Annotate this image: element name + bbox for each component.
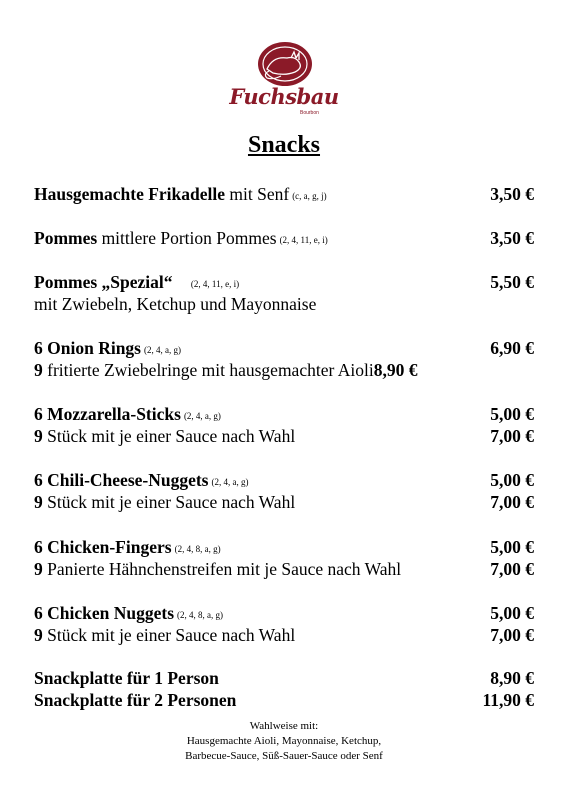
platter-item	[34, 689, 534, 711]
item-name: 6 Mozzarella-Sticks	[34, 404, 181, 424]
item-description: Stück mit je einer Sauce nach Wahl	[47, 492, 296, 512]
sauce-note-line: Barbecue-Sauce, Süß-Sauer-Sauce oder Senf	[185, 750, 383, 762]
item-allergens: (2, 4, 11, e, i)	[190, 279, 240, 289]
item-allergens: (2, 4, a, g)	[211, 477, 249, 487]
menu-item	[34, 403, 534, 427]
brand-subtitle: Bourbon	[300, 110, 319, 116]
menu-item	[34, 183, 534, 207]
item-price-large: 7,00 €	[490, 625, 534, 645]
item-allergens: (2, 4, 8, a, g)	[177, 610, 224, 620]
item-allergens: (2, 4, 11, e, i)	[279, 235, 328, 245]
menu-item-subline	[34, 624, 534, 646]
item-quantity: 9	[34, 360, 43, 380]
platter-name: Snackplatte für 1 Person	[34, 668, 219, 688]
item-price: 5,50 €	[490, 272, 534, 292]
item-description: Panierte Hähnchenstreifen mit je Sauce nach Wahl	[47, 559, 402, 579]
platter-price: 8,90 €	[490, 668, 534, 688]
menu-item-subline	[34, 293, 534, 315]
page-title: Snacks	[247, 132, 321, 158]
item-description: mit Senf	[229, 184, 290, 204]
item-quantity: 9	[34, 426, 43, 446]
item-price: 5,00 €	[490, 537, 534, 557]
platter-price: 11,90 €	[482, 690, 534, 710]
item-price: 6,90 €	[490, 338, 534, 358]
sauce-note-heading: Wahlweise mit:	[249, 720, 319, 732]
item-description: Stück mit je einer Sauce nach Wahl	[47, 625, 296, 645]
item-allergens: (2, 4, a, g)	[143, 345, 181, 355]
item-quantity: 9	[34, 559, 43, 579]
item-name: 6 Chili-Cheese-Nuggets	[34, 470, 209, 490]
item-price: 5,00 €	[490, 603, 534, 623]
item-name: 6 Onion Rings	[34, 338, 141, 358]
item-name: Pommes „Spezial“	[34, 272, 173, 292]
sauce-note	[0, 719, 568, 764]
item-name: Pommes	[34, 228, 98, 248]
item-allergens: (c, a, g, j)	[292, 191, 327, 201]
item-price-large: 7,00 €	[490, 559, 534, 579]
menu-item	[34, 271, 534, 295]
menu-item-subline	[34, 359, 534, 381]
item-price-large: 7,00 €	[490, 492, 534, 512]
platter-item	[34, 667, 534, 689]
item-name: 6 Chicken-Fingers	[34, 537, 172, 557]
menu-item	[34, 602, 534, 626]
item-allergens: (2, 4, a, g)	[183, 411, 221, 421]
menu-item	[34, 337, 534, 361]
item-quantity: 9	[34, 625, 43, 645]
menu-item	[34, 469, 534, 493]
brand-name: Fuchsbau	[229, 84, 339, 109]
item-price-large: 7,00 €	[490, 426, 534, 446]
item-price-large: 8,90 €	[373, 360, 418, 380]
item-description: mit Zwiebeln, Ketchup und Mayonnaise	[34, 294, 317, 314]
item-quantity: 9	[34, 492, 43, 512]
item-name: Hausgemachte Frikadelle	[34, 184, 226, 204]
item-price: 3,50 €	[490, 228, 534, 248]
item-description: Stück mit je einer Sauce nach Wahl	[47, 426, 296, 446]
menu-item-subline	[34, 491, 534, 513]
platter-name: Snackplatte für 2 Personen	[34, 690, 237, 710]
item-price: 5,00 €	[490, 404, 534, 424]
menu-item	[34, 536, 534, 560]
item-price: 5,00 €	[490, 470, 534, 490]
menu-item-subline	[34, 558, 534, 580]
item-description: mittlere Portion Pommes	[101, 228, 277, 248]
sauce-note-line: Hausgemachte Aioli, Mayonnaise, Ketchup,	[186, 735, 382, 747]
menu-item	[34, 227, 534, 251]
item-price: 3,50 €	[490, 184, 534, 204]
item-description: fritierte Zwiebelringe mit hausgemachter Aioli	[47, 360, 374, 380]
item-allergens: (2, 4, 8, a, g)	[174, 544, 221, 554]
menu-item-subline	[34, 425, 534, 447]
item-name: 6 Chicken Nuggets	[34, 603, 175, 623]
